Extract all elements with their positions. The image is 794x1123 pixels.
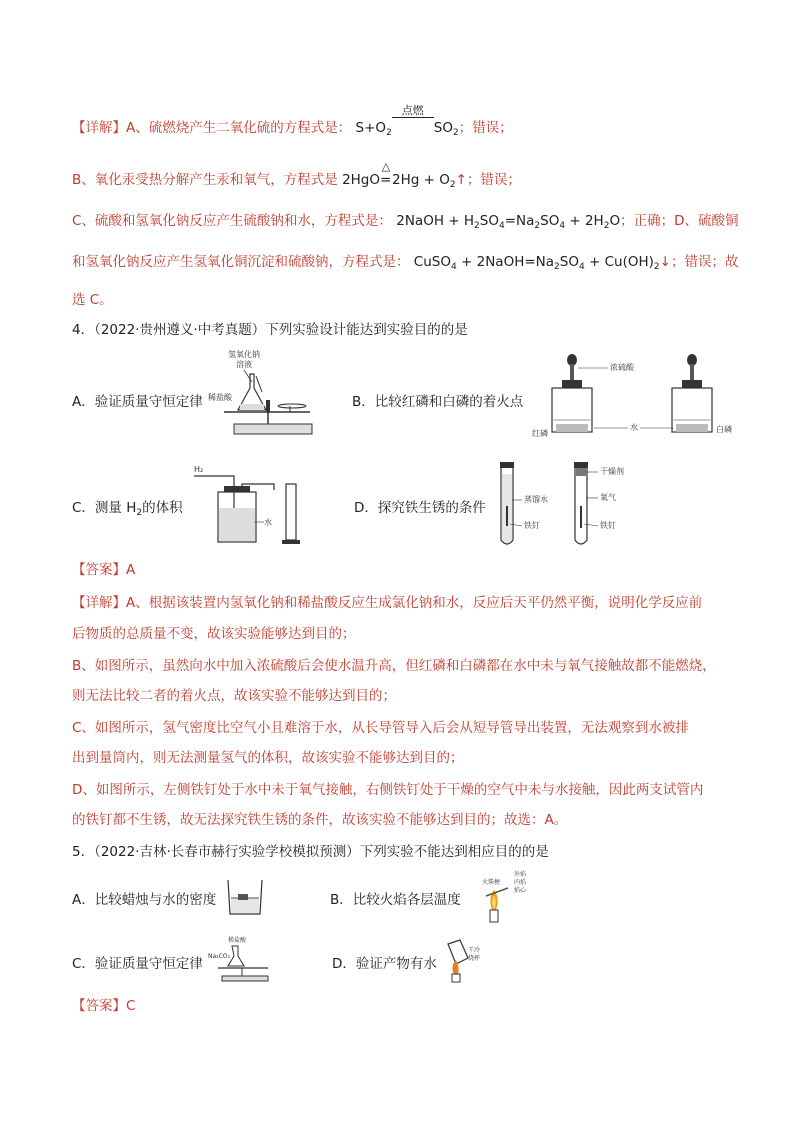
svg-text:干冷: 干冷 xyxy=(468,947,481,954)
q4-answer: 【答案】A xyxy=(72,562,136,578)
q5-option-b: B．比较火焰各层温度 xyxy=(330,892,461,908)
svg-text:稀盐酸: 稀盐酸 xyxy=(208,393,232,402)
svg-text:氢氧化钠: 氢氧化钠 xyxy=(228,350,260,359)
q4-figure-d xyxy=(496,460,646,550)
q5-answer: 【答案】C xyxy=(72,998,136,1014)
q5-figure-d xyxy=(440,938,490,984)
equation-d: CuSO$_4$ + $2NaOH=Na_2SO_4 + Cu(OH)_2$ xyxy=(413,254,660,272)
svg-text:铁钉: 铁钉 xyxy=(524,521,540,530)
svg-text:焰心: 焰心 xyxy=(514,887,527,894)
q5-option-a: A．比较蜡烛与水的密度 xyxy=(72,892,217,908)
q3-detail-b: B、氧化汞受热分解产生汞和氧气，方程式是 2HgO △ $=2Hg + O_2↑$；错误； xyxy=(72,160,521,190)
svg-text:蒸馏水: 蒸馏水 xyxy=(524,495,548,504)
q4-stem: 4．（2022·贵州遵义·中考真题）下列实验设计能达到实验目的的是 xyxy=(72,322,468,338)
svg-text:白磷: 白磷 xyxy=(716,425,732,434)
svg-text:外焰: 外焰 xyxy=(514,871,527,878)
svg-text:溶液: 溶液 xyxy=(236,360,252,369)
svg-text:烧杯: 烧杯 xyxy=(468,955,481,962)
q4-detail-d2: 的铁钉都不生锈，故无法探究铁生锈的条件，故该实验不能够达到目的；故选：A。 xyxy=(72,812,568,828)
svg-text:水: 水 xyxy=(630,423,638,432)
q3-detail-d-end: 选 C。 xyxy=(72,292,113,308)
q5-figure-a xyxy=(224,876,266,918)
q4-option-c: C．测量 $H_2$的体积 xyxy=(72,500,183,518)
q5-option-c: C．验证质量守恒定律 xyxy=(72,956,203,972)
q4-detail-b2: 则无法比较二者的着火点，故该实验不能够达到目的； xyxy=(72,688,396,704)
svg-text:干燥剂: 干燥剂 xyxy=(600,467,624,476)
svg-text:H₂: H₂ xyxy=(194,465,204,474)
q4-figure-c xyxy=(188,462,304,548)
q4-detail-a2: 后物质的总质量不变，故该实验能够达到目的； xyxy=(72,626,356,642)
equation-c: 2NaOH + $H_2SO_4=Na_2SO_4 + 2H_2O$ xyxy=(396,213,621,231)
svg-text:水: 水 xyxy=(264,518,272,527)
svg-text:氧气: 氧气 xyxy=(600,493,616,502)
svg-text:Na₂CO₃: Na₂CO₃ xyxy=(208,953,230,960)
q5-stem: 5．（2022·吉林·长春市赫行实验学校模拟预测）下列实验不能达到相应目的的是 xyxy=(72,844,549,860)
q4-option-d: D．探究铁生锈的条件 xyxy=(354,500,486,516)
q3-detail-c: C、硫酸和氢氧化钠反应产生硫酸钠和水，方程式是： 2NaOH + $H_2SO_4=Na_2SO_4 + 2H_2O$；正确；D、硫酸铜 xyxy=(72,213,739,231)
svg-text:内焰: 内焰 xyxy=(514,879,527,886)
q4-option-b: B．比较红磷和白磷的着火点 xyxy=(352,394,524,410)
equation-a: $S+O_2$ 点燃 $SO_2$ xyxy=(355,104,459,138)
q4-figure-a xyxy=(206,348,314,440)
q5-option-d: D．验证产物有水 xyxy=(332,956,437,972)
equation-b: 2HgO △ $=2Hg + O_2$ xyxy=(342,160,456,190)
q4-detail-b1: B、如图所示，虽然向水中加入浓硫酸后会使水温升高，但红磷和白磷都在水中未与氧气接触故都不能燃烧， xyxy=(72,658,716,674)
svg-text:铁钉: 铁钉 xyxy=(600,521,616,530)
q4-detail-d1: D、如图所示，左侧铁钉处于水中未于氧气接触，右侧铁钉处于干燥的空气中未与水接触，因此两支试管内 xyxy=(72,782,704,798)
q4-figure-b xyxy=(532,350,732,440)
q4-detail-c1: C、如图所示，氢气密度比空气小且难溶于水，从长导管导入后会从短导管导出装置，无法观察到水被排 xyxy=(72,720,689,736)
detail-tag: 【详解】 xyxy=(72,120,126,136)
q4-detail-c2: 出到量筒内，则无法测量氢气的体积，故该实验不能够达到目的； xyxy=(72,750,464,766)
q5-figure-c xyxy=(208,934,272,982)
q3-detail-d: 和氢氧化钠反应产生氢氧化铜沉淀和硫酸钠，方程式是： CuSO$_4$ + $2NaOH=Na_2SO_4$ + $Cu(OH)_2↓$；错误；故 xyxy=(72,254,739,272)
svg-text:浓硫酸: 浓硫酸 xyxy=(610,363,634,372)
q4-option-a: A．验证质量守恒定律 xyxy=(72,394,203,410)
q4-detail-a1: 【详解】A、根据该装置内氢氧化钠和稀盐酸反应生成氯化钠和水，反应后天平仍然平衡，说明化学反应前 xyxy=(72,595,703,611)
q5-figure-b xyxy=(482,868,542,924)
q3-detail-a: 【详解】A、硫燃烧产生二氧化硫的方程式是： $S+O_2$ 点燃 $SO_2$；错误； xyxy=(72,104,513,138)
svg-text:稀盐酸: 稀盐酸 xyxy=(228,937,247,944)
svg-text:红磷: 红磷 xyxy=(532,429,548,438)
svg-text:火柴梗: 火柴梗 xyxy=(482,879,501,886)
